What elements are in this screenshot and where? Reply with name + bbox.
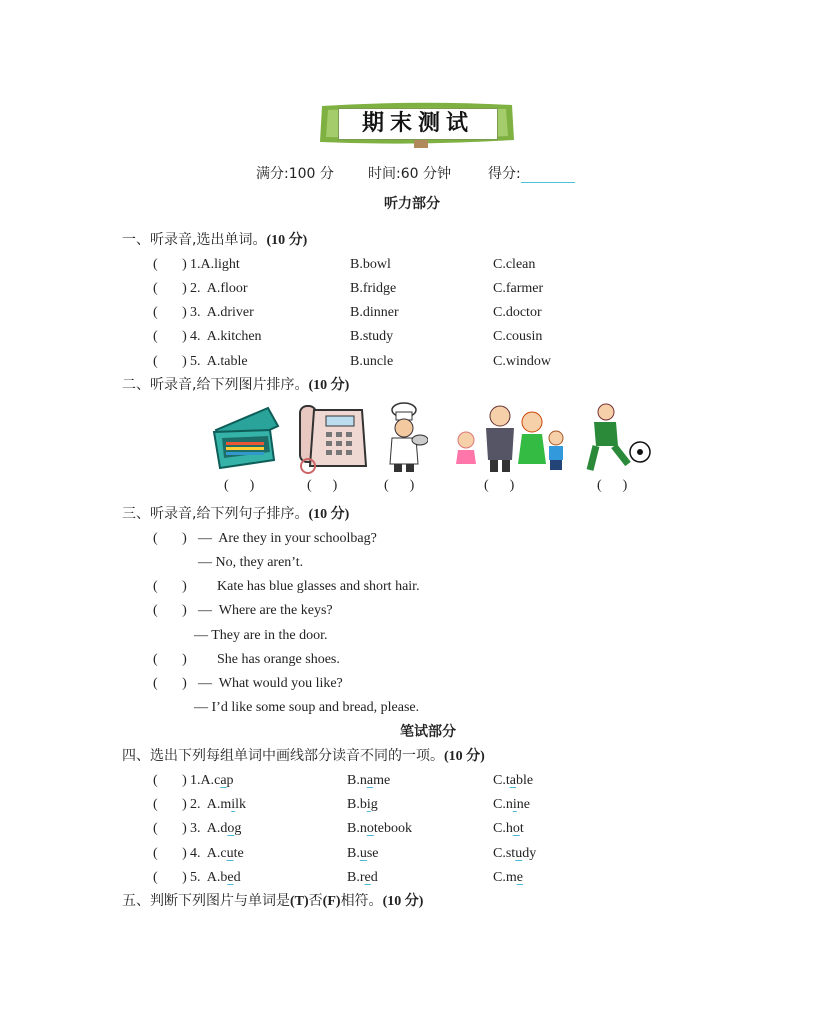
word-part: p bbox=[226, 773, 234, 788]
word-part: C.st bbox=[493, 846, 516, 861]
option-a: 1.A.light bbox=[190, 257, 240, 272]
sentence-line: — Where are the keys? bbox=[198, 603, 333, 618]
option-b: B.dinner bbox=[350, 305, 399, 320]
answer-parentheses[interactable]: ( ) bbox=[153, 354, 187, 369]
word-part: B.n bbox=[347, 773, 367, 788]
option-c: C.cousin bbox=[493, 329, 543, 344]
word-part: 3. A.d bbox=[190, 821, 228, 836]
section-4-heading bbox=[122, 747, 485, 766]
full-score: 满分:100 分 bbox=[256, 166, 334, 182]
word-part: dy bbox=[522, 846, 537, 861]
option-a bbox=[190, 820, 241, 838]
underlined-letters: e bbox=[364, 870, 371, 885]
word-part: 5. A.b bbox=[190, 870, 228, 885]
answer-parentheses[interactable]: ( ) bbox=[153, 821, 187, 836]
word-part: 4. A.c bbox=[190, 846, 227, 861]
section-1-title: 一、听录音,选出单词。 bbox=[122, 232, 267, 248]
word-part: te bbox=[233, 846, 244, 861]
word-part: ble bbox=[515, 773, 534, 788]
answer-parentheses[interactable]: ( ) bbox=[153, 676, 187, 691]
sentence-line: Kate has blue glasses and short hair. bbox=[217, 579, 420, 594]
option-b: B.bowl bbox=[350, 257, 391, 272]
writing-part-title: 笔试部分 bbox=[400, 724, 456, 740]
word-part: B. bbox=[347, 846, 360, 861]
word-part: B.n bbox=[347, 821, 367, 836]
underlined-letters: o bbox=[227, 821, 235, 836]
sentence-line: — They are in the door. bbox=[194, 628, 328, 643]
option-c: C.clean bbox=[493, 257, 536, 272]
picture-2-answer-blank[interactable]: ( ) bbox=[307, 478, 338, 493]
answer-parentheses[interactable]: ( ) bbox=[153, 305, 187, 320]
chef-image bbox=[384, 402, 428, 474]
option-b bbox=[347, 869, 378, 887]
section-3-points: (10 分) bbox=[308, 507, 350, 522]
word-part: B.r bbox=[347, 870, 365, 885]
option-c bbox=[493, 845, 536, 863]
true-mark: (T) bbox=[290, 894, 309, 909]
underlined-letters: a bbox=[509, 773, 516, 788]
option-b: B.uncle bbox=[350, 354, 394, 369]
section-4-title: 四、选出下列每组单词中画线部分读音不同的一项。 bbox=[122, 748, 444, 764]
word-part: g bbox=[370, 797, 378, 812]
underlined-letters: u bbox=[226, 846, 234, 861]
underlined-letters: u bbox=[359, 846, 367, 861]
listening-part-title: 听力部分 bbox=[384, 196, 440, 212]
option-a: 5. A.table bbox=[190, 354, 248, 369]
section-5-heading bbox=[122, 892, 423, 911]
answer-parentheses[interactable]: ( ) bbox=[153, 652, 187, 667]
word-part: t bbox=[519, 821, 524, 836]
answer-parentheses[interactable]: ( ) bbox=[153, 257, 187, 272]
answer-parentheses[interactable]: ( ) bbox=[153, 531, 187, 546]
word-part: C.h bbox=[493, 821, 513, 836]
page-title: 期末测试 bbox=[338, 108, 498, 140]
sentence-line: — Are they in your schoolbag? bbox=[198, 531, 377, 546]
option-a bbox=[190, 869, 241, 887]
option-b bbox=[347, 796, 378, 814]
score-field[interactable] bbox=[488, 165, 575, 183]
picture-3-answer-blank[interactable]: ( ) bbox=[384, 478, 415, 493]
boy-playing-football-image bbox=[584, 402, 654, 474]
picture-1-answer-blank[interactable]: ( ) bbox=[224, 478, 255, 493]
section-1-points: (10 分) bbox=[266, 233, 308, 248]
section-1-heading bbox=[122, 231, 307, 250]
answer-parentheses[interactable]: ( ) bbox=[153, 579, 187, 594]
word-part: g bbox=[234, 821, 242, 836]
option-b bbox=[347, 772, 390, 790]
option-b: B.study bbox=[350, 329, 394, 344]
pencil-case-image bbox=[210, 402, 282, 472]
option-b bbox=[347, 845, 379, 863]
option-a: 2. A.floor bbox=[190, 281, 248, 296]
option-c bbox=[493, 772, 533, 790]
sentence-line: — What would you like? bbox=[198, 676, 343, 691]
option-c: C.window bbox=[493, 354, 551, 369]
answer-parentheses[interactable]: ( ) bbox=[153, 870, 187, 885]
word-part: tebook bbox=[373, 821, 412, 836]
underlined-letters: i bbox=[512, 797, 517, 812]
answer-parentheses[interactable]: ( ) bbox=[153, 773, 187, 788]
option-a: 3. A.driver bbox=[190, 305, 254, 320]
underlined-letters: i bbox=[231, 797, 236, 812]
answer-parentheses[interactable]: ( ) bbox=[153, 797, 187, 812]
word-part: 2. A.m bbox=[190, 797, 232, 812]
section-3-heading bbox=[122, 505, 349, 524]
score-label: 得分: bbox=[488, 166, 521, 182]
underlined-letters: e bbox=[227, 870, 234, 885]
picture-4-answer-blank[interactable]: ( ) bbox=[484, 478, 515, 493]
section-5-points: (10 分) bbox=[382, 894, 424, 909]
answer-parentheses[interactable]: ( ) bbox=[153, 281, 187, 296]
option-b bbox=[347, 820, 412, 838]
section-3-title: 三、听录音,给下列句子排序。 bbox=[122, 506, 309, 522]
section-4-points: (10 分) bbox=[444, 749, 485, 764]
answer-parentheses[interactable]: ( ) bbox=[153, 603, 187, 618]
sentence-line: — No, they aren’t. bbox=[198, 555, 304, 570]
word-part: ne bbox=[516, 797, 530, 812]
word-part: C.t bbox=[493, 773, 510, 788]
section-2-title: 二、听录音,给下列图片排序。 bbox=[122, 377, 309, 393]
section-5-or: 否 bbox=[308, 893, 323, 909]
underlined-letters: a bbox=[220, 773, 227, 788]
option-c: C.farmer bbox=[493, 281, 544, 296]
word-part: 1.A.c bbox=[190, 773, 221, 788]
underlined-letters: a bbox=[366, 773, 374, 788]
section-2-points: (10 分) bbox=[308, 378, 350, 393]
answer-parentheses[interactable]: ( ) bbox=[153, 846, 187, 861]
option-c bbox=[493, 820, 524, 838]
option-b: B.fridge bbox=[350, 281, 397, 296]
option-c bbox=[493, 796, 530, 814]
family-image bbox=[452, 402, 574, 474]
sentence-line: — I’d like some soup and bread, please. bbox=[194, 700, 420, 715]
option-c bbox=[493, 869, 523, 887]
word-part: d bbox=[370, 870, 378, 885]
underlined-letters: o bbox=[366, 821, 374, 836]
false-mark: (F) bbox=[322, 894, 341, 909]
word-part: C.m bbox=[493, 870, 517, 885]
underlined-letters: u bbox=[515, 846, 523, 861]
option-a bbox=[190, 772, 234, 790]
word-part: d bbox=[233, 870, 241, 885]
time-limit: 时间:60 分钟 bbox=[368, 166, 451, 182]
section-5-tail: 相符。 bbox=[340, 893, 383, 909]
underlined-letters: e bbox=[516, 870, 523, 885]
option-a bbox=[190, 796, 246, 814]
picture-5-answer-blank[interactable]: ( ) bbox=[597, 478, 628, 493]
word-part: se bbox=[366, 846, 379, 861]
score-blank[interactable] bbox=[521, 168, 575, 183]
option-a bbox=[190, 845, 244, 863]
underlined-letters: o bbox=[512, 821, 520, 836]
word-part: me bbox=[373, 773, 391, 788]
word-part: lk bbox=[235, 797, 247, 812]
section-5-title: 五、判断下列图片与单词是 bbox=[122, 893, 290, 909]
word-part: C.n bbox=[493, 797, 513, 812]
option-c: C.doctor bbox=[493, 305, 542, 320]
sentence-line: She has orange shoes. bbox=[217, 652, 340, 667]
telephone-image bbox=[296, 402, 370, 474]
section-2-heading bbox=[122, 376, 349, 395]
answer-parentheses[interactable]: ( ) bbox=[153, 329, 187, 344]
word-part: B.b bbox=[347, 797, 367, 812]
underlined-letters: i bbox=[366, 797, 371, 812]
option-a: 4. A.kitchen bbox=[190, 329, 262, 344]
